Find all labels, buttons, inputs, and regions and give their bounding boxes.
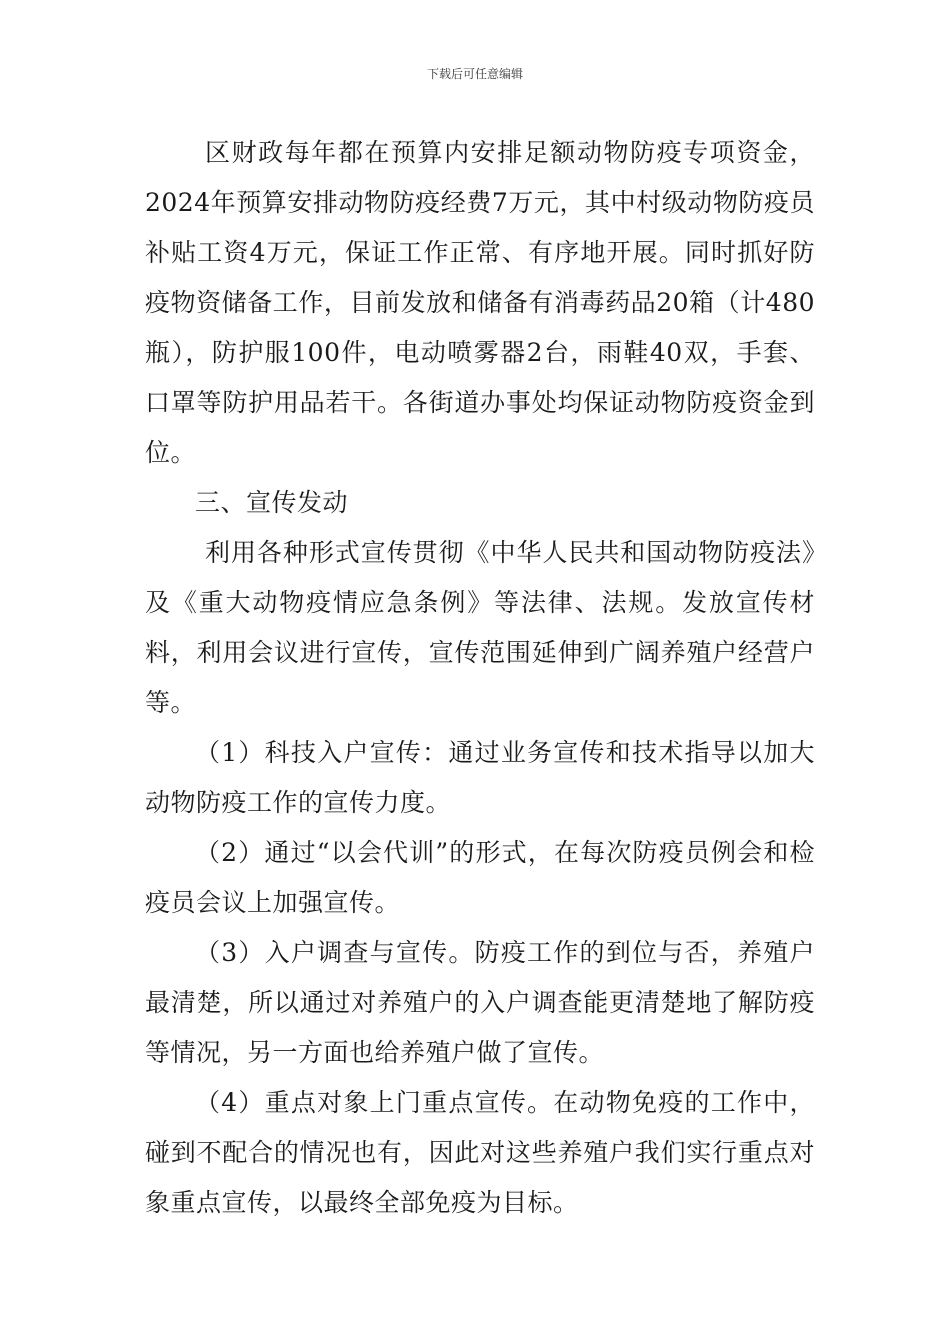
paragraph-item-1: （1）科技入户宣传：通过业务宣传和技术指导以加大动物防疫工作的宣传力度。 (145, 738, 815, 817)
page-header-note: 下载后可任意编辑 (426, 67, 523, 81)
paragraph-funding: 区财政每年都在预算内安排足额动物防疫专项资金，2024年预算安排动物防疫经费7万元，其中村级动物防疫员补贴工资4万元，保证工作正常、有序地开展。同时抓好防疫物资储备工作，目前发放和储备有消毒药品20箱（计480瓶），防护服100件，电动喷雾器2台，雨鞋40双，手套、口罩等防护用品若干。各街道办事处均保证动物防疫资金到位。 (145, 138, 815, 467)
section-heading-publicity: 三、宣传发动 (195, 488, 349, 517)
paragraph-item-2: （2）通过“以会代训”的形式，在每次防疫员例会和检疫员会议上加强宣传。 (145, 838, 815, 917)
paragraph-publicity-intro: 利用各种形式宣传贯彻《中华人民共和国动物防疫法》及《重大动物疫情应急条例》等法律、法规。发放宣传材料，利用会议进行宣传，宣传范围延伸到广阔养殖户经营户等。 (145, 538, 815, 717)
document-body (145, 128, 815, 1228)
paragraph-item-3: （3）入户调查与宣传。防疫工作的到位与否，养殖户最清楚，所以通过对养殖户的入户调查能更清楚地了解防疫等情况，另一方面也给养殖户做了宣传。 (145, 938, 815, 1067)
paragraph-item-4: （4）重点对象上门重点宣传。在动物免疫的工作中，碰到不配合的情况也有，因此对这些养殖户我们实行重点对象重点宣传，以最终全部免疫为目标。 (145, 1088, 815, 1217)
